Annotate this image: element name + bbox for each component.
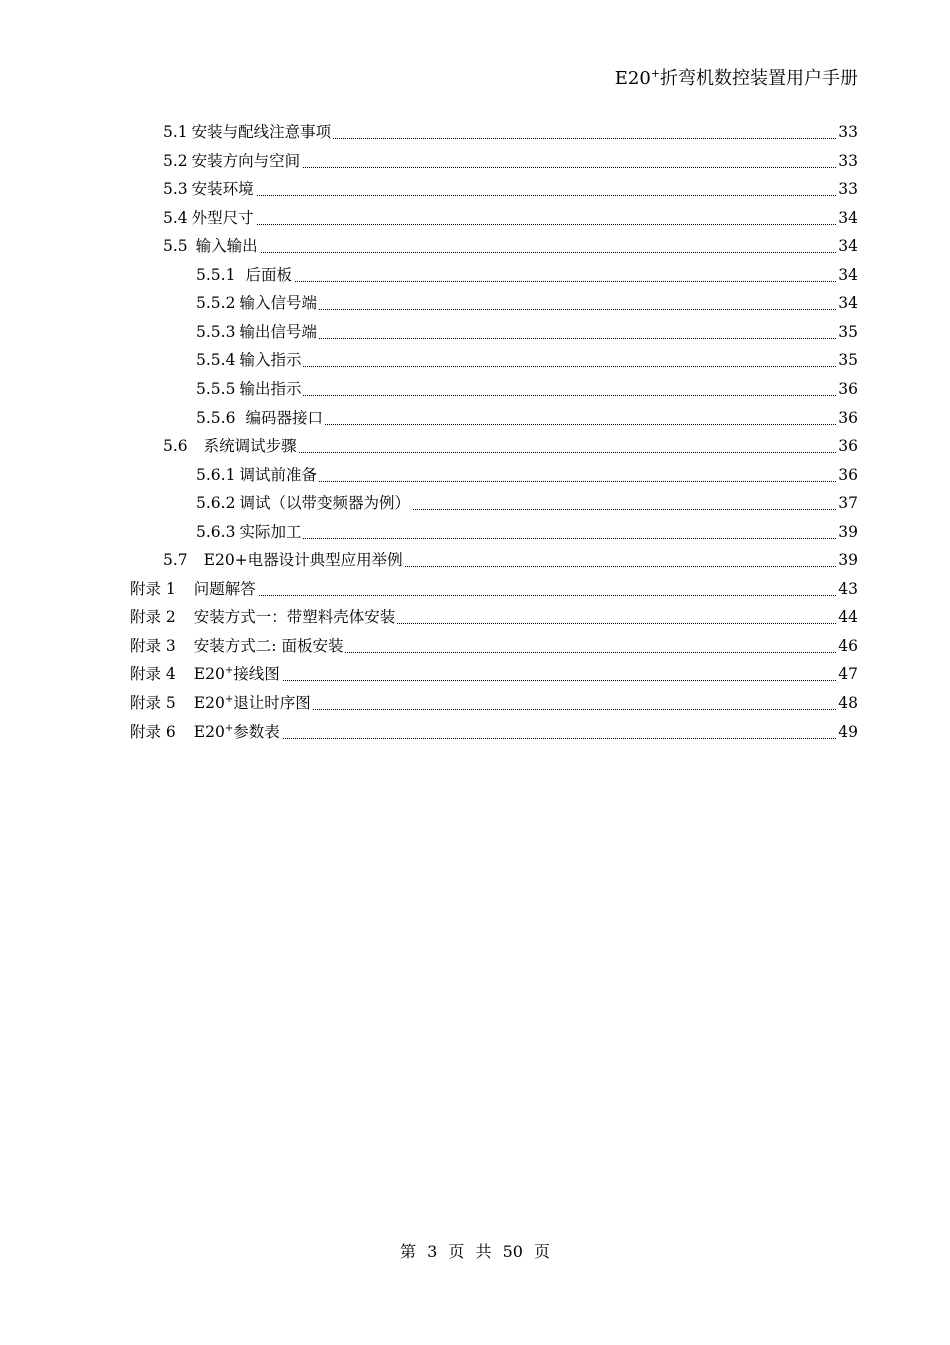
footer-word: 页 bbox=[448, 1242, 465, 1261]
toc-entry[interactable] bbox=[0, 289, 950, 317]
toc-entry-title: 后面板 bbox=[245, 265, 292, 284]
toc-entry[interactable] bbox=[0, 432, 950, 460]
header-title-prefix: E20 bbox=[614, 68, 651, 89]
toc-entry-label bbox=[163, 204, 256, 232]
toc-entry-title: 输出信号端 bbox=[239, 322, 317, 341]
toc-entry[interactable] bbox=[0, 603, 950, 631]
toc-entry-number: 附录 4 bbox=[130, 665, 176, 684]
page-header bbox=[615, 66, 858, 92]
toc-entry-number: 5.5 bbox=[163, 237, 188, 256]
footer-total-pages: 50 bbox=[502, 1242, 523, 1261]
toc-entry-page: 33 bbox=[838, 151, 858, 170]
toc-entry-page: 34 bbox=[838, 237, 858, 256]
toc-entry-number: 5.6.3 bbox=[196, 522, 236, 541]
toc-entry-number: 5.4 bbox=[163, 208, 188, 227]
toc-entry-label bbox=[196, 318, 319, 346]
toc-entry[interactable] bbox=[0, 718, 950, 746]
toc-entry-page: 36 bbox=[838, 408, 858, 427]
toc-entry[interactable] bbox=[0, 461, 950, 489]
toc-entry-title: 参数表 bbox=[233, 722, 280, 741]
toc-entry-page: 49 bbox=[838, 722, 858, 741]
toc-entry-page: 39 bbox=[838, 522, 858, 541]
toc-entry-title: 输入信号端 bbox=[239, 294, 317, 313]
toc-entry-title: 输出指示 bbox=[239, 379, 302, 398]
toc-entry-page: 33 bbox=[838, 180, 858, 199]
toc-entry-label bbox=[163, 546, 405, 574]
toc-entry-title-prefix: E20 bbox=[193, 665, 225, 684]
table-of-contents bbox=[0, 118, 950, 748]
toc-dot-leader bbox=[163, 224, 836, 225]
toc-entry[interactable] bbox=[0, 375, 950, 403]
footer-word: 第 bbox=[399, 1242, 416, 1261]
toc-entry-number: 5.1 bbox=[163, 123, 188, 141]
toc-entry[interactable] bbox=[0, 318, 950, 346]
toc-entry-page: 39 bbox=[838, 551, 858, 570]
toc-entry-page: 34 bbox=[838, 294, 858, 313]
toc-entry-title: 退让时序图 bbox=[233, 694, 311, 712]
toc-entry-number: 5.5.2 bbox=[196, 294, 236, 313]
toc-entry-title: 接线图 bbox=[233, 665, 280, 684]
toc-entry-number: 附录 5 bbox=[130, 694, 176, 712]
toc-entry-label bbox=[163, 147, 302, 175]
toc-dot-leader bbox=[163, 195, 836, 196]
toc-entry-number: 5.7 bbox=[163, 551, 188, 570]
footer-current-page: 3 bbox=[427, 1242, 438, 1261]
toc-entry[interactable] bbox=[0, 261, 950, 289]
toc-entry-title-sup: + bbox=[224, 665, 234, 677]
toc-entry-page: 35 bbox=[838, 351, 858, 370]
toc-entry-number: 5.2 bbox=[163, 151, 188, 170]
toc-entry-number: 5.5.5 bbox=[196, 379, 236, 398]
toc-dot-leader bbox=[163, 252, 836, 253]
toc-entry-label bbox=[163, 175, 256, 203]
page-footer bbox=[0, 1240, 950, 1264]
toc-entry-page: 44 bbox=[838, 608, 858, 627]
toc-entry-title: 实际加工 bbox=[239, 522, 302, 541]
toc-entry-page: 33 bbox=[838, 123, 858, 141]
toc-entry-number: 5.6.2 bbox=[196, 494, 236, 513]
toc-entry-title: 调试（以带变频器为例） bbox=[239, 494, 410, 513]
header-title-sup: + bbox=[650, 67, 660, 80]
toc-entry[interactable] bbox=[0, 404, 950, 432]
toc-entry-title-sup: + bbox=[224, 693, 234, 705]
toc-entry-title: 编码器接口 bbox=[245, 408, 323, 427]
toc-entry-label bbox=[196, 518, 303, 546]
toc-entry-title: 安装方式一：带塑料壳体安装 bbox=[193, 608, 396, 627]
toc-entry-page: 43 bbox=[838, 579, 858, 598]
toc-entry[interactable] bbox=[0, 147, 950, 175]
toc-entry[interactable] bbox=[0, 632, 950, 660]
toc-entry-label bbox=[163, 432, 299, 460]
toc-entry-label bbox=[196, 261, 294, 289]
toc-entry-number: 5.5.3 bbox=[196, 322, 236, 341]
toc-entry-number: 附录 3 bbox=[130, 636, 176, 655]
toc-entry-title: 系统调试步骤 bbox=[203, 437, 297, 456]
toc-entry-title-sup: + bbox=[224, 722, 234, 734]
toc-entry-label bbox=[196, 404, 325, 432]
toc-entry-page: 37 bbox=[838, 494, 858, 513]
toc-entry-number: 5.3 bbox=[163, 180, 188, 199]
toc-entry-page: 34 bbox=[838, 208, 858, 227]
toc-entry-number: 附录 2 bbox=[130, 608, 176, 627]
toc-entry[interactable] bbox=[0, 489, 950, 517]
toc-entry[interactable] bbox=[0, 204, 950, 232]
toc-entry[interactable] bbox=[0, 575, 950, 603]
toc-entry-label bbox=[130, 718, 282, 746]
toc-entry-label bbox=[130, 603, 397, 631]
toc-entry-number: 附录 1 bbox=[130, 579, 176, 598]
toc-entry-title: 输入输出 bbox=[195, 237, 258, 256]
toc-entry-page: 36 bbox=[838, 465, 858, 484]
toc-entry-number: 附录 6 bbox=[130, 722, 176, 741]
toc-entry[interactable] bbox=[0, 346, 950, 374]
toc-entry-title-prefix: E20 bbox=[193, 694, 225, 712]
toc-entry-title: 安装方向与空间 bbox=[191, 151, 301, 170]
toc-entry-title: 安装方式二: 面板安装 bbox=[193, 636, 344, 655]
toc-entry-label bbox=[130, 689, 313, 717]
footer-word: 共 bbox=[475, 1242, 492, 1261]
toc-entry-number: 5.5.1 bbox=[196, 265, 236, 284]
toc-entry-title: 输入指示 bbox=[239, 351, 302, 370]
toc-entry[interactable] bbox=[0, 232, 950, 260]
footer-word: 页 bbox=[534, 1242, 551, 1261]
toc-entry-page: 36 bbox=[838, 437, 858, 456]
toc-entry-label bbox=[196, 461, 319, 489]
toc-entry-label bbox=[196, 289, 319, 317]
toc-entry-number: 5.5.4 bbox=[196, 351, 236, 370]
toc-entry-page: 48 bbox=[838, 694, 858, 712]
toc-entry-title: 外型尺寸 bbox=[191, 208, 254, 227]
toc-entry-title: 调试前准备 bbox=[239, 465, 317, 484]
toc-entry-title: E20+电器设计典型应用举例 bbox=[203, 551, 403, 570]
toc-entry-page: 46 bbox=[838, 636, 858, 655]
toc-entry-label bbox=[163, 232, 260, 260]
toc-entry-title: 安装环境 bbox=[191, 180, 254, 199]
toc-entry-page: 36 bbox=[838, 379, 858, 398]
toc-entry-label bbox=[196, 346, 303, 374]
toc-entry-number: 5.6 bbox=[163, 437, 188, 456]
toc-entry[interactable] bbox=[0, 175, 950, 203]
toc-entry[interactable] bbox=[0, 546, 950, 574]
toc-entry[interactable] bbox=[0, 689, 950, 717]
toc-entry-page: 47 bbox=[838, 665, 858, 684]
toc-entry-page: 35 bbox=[838, 322, 858, 341]
toc-entry-label bbox=[196, 489, 412, 517]
toc-entry-title: 安装与配线注意事项 bbox=[191, 123, 332, 141]
toc-entry-label bbox=[163, 118, 333, 146]
toc-entry-number: 5.5.6 bbox=[196, 408, 236, 427]
header-title-suffix: 折弯机数控装置用户手册 bbox=[660, 68, 858, 89]
toc-entry-number: 5.6.1 bbox=[196, 465, 236, 484]
toc-entry-label bbox=[130, 575, 258, 603]
toc-entry-label bbox=[130, 660, 282, 688]
toc-entry[interactable] bbox=[0, 660, 950, 688]
toc-entry-title: 问题解答 bbox=[193, 579, 256, 598]
toc-entry-page: 34 bbox=[838, 265, 858, 284]
toc-entry-label bbox=[196, 375, 303, 403]
toc-entry[interactable] bbox=[0, 118, 950, 146]
toc-entry-title-prefix: E20 bbox=[193, 722, 225, 741]
toc-entry[interactable] bbox=[0, 518, 950, 546]
toc-entry-label bbox=[130, 632, 345, 660]
